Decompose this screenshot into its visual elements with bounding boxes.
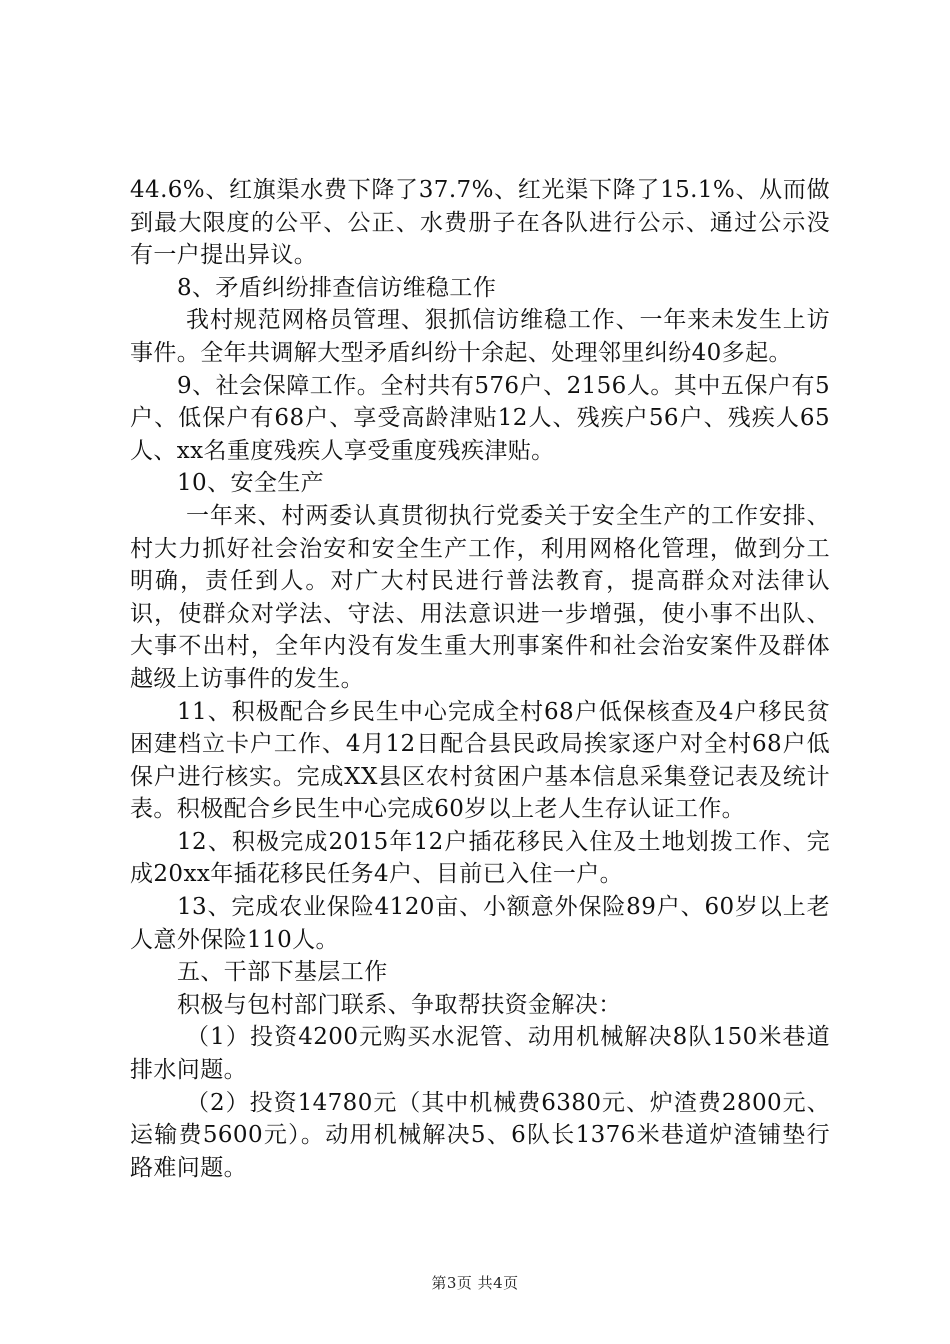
paragraph-migrant-settlement: 12、积极完成2015年12户插花移民入住及土地划拨工作、完成20xx年插花移民任务4户、目前已入住一户。 bbox=[130, 828, 830, 888]
heading-safety-production: 10、安全生产 bbox=[177, 470, 325, 497]
paragraph-insurance: 13、完成农业保险4120亩、小额意外保险89户、60岁以上老人意外保险110人。 bbox=[130, 894, 830, 953]
paragraph-social-security: 9、社会保障工作。全村共有576户、2156人。其中五保户有5户、低保户有68户、享受高龄津贴12人、残疾户56户、残疾人65人、xx名重度残疾人享受重度残疾津贴。 bbox=[130, 372, 830, 464]
document-body bbox=[130, 174, 830, 1184]
paragraph-low-income-verification: 11、积极配合乡民生中心完成全村68户低保核查及4户移民贫困建档立卡户工作、4月12日配合县民政局挨家逐户对全村68户低保户进行核实。完成XX县区农村贫困户基本信息采集登记表及统计表。积极配合乡民生中心完成60岁以上老人生存认证工作。 bbox=[130, 698, 830, 823]
paragraph-investment-2: （2）投资14780元（其中机械费6380元、炉渣费2800元、运输费5600元）。动用机械解决5、6队长1376米巷道炉渣铺垫行路难问题。 bbox=[130, 1089, 830, 1181]
paragraph-investment-1: （1）投资4200元购买水泥管、动用机械解决8队150米巷道排水问题。 bbox=[130, 1024, 830, 1084]
heading-cadre-grassroots: 五、干部下基层工作 bbox=[177, 959, 388, 986]
page-number-footer: 第3页 共4页 bbox=[431, 1274, 519, 1292]
paragraph-grid-management: 我村规范网格员管理、狠抓信访维稳工作、一年来未发生上访事件。全年共调解大型矛盾纠纷十余起、处理邻里纠纷40多起。 bbox=[130, 307, 830, 366]
heading-dispute-investigation: 8、矛盾纠纷排查信访维稳工作 bbox=[177, 274, 497, 301]
paragraph-assistance-funds: 积极与包村部门联系、争取帮扶资金解决： bbox=[177, 991, 622, 1018]
paragraph-safety-production: 一年来、村两委认真贯彻执行党委关于安全生产的工作安排、村大力抓好社会治安和安全生产工作，利用网格化管理，做到分工明确，责任到人。对广大村民进行普法教育，提高群众对法律认识，使群众对学法、守法、用法意识进一步增强，使小事不出队、大事不出村，全年内没有发生重大刑事案件和社会治安案件及群体越级上访事件的发生。 bbox=[130, 502, 830, 692]
paragraph-water-fee: 44.6%、红旗渠水费下降了37.7%、红光渠下降了15.1%、从而做到最大限度的公平、公正、水费册子在各队进行公示、通过公示没有一户提出异议。 bbox=[130, 177, 830, 269]
